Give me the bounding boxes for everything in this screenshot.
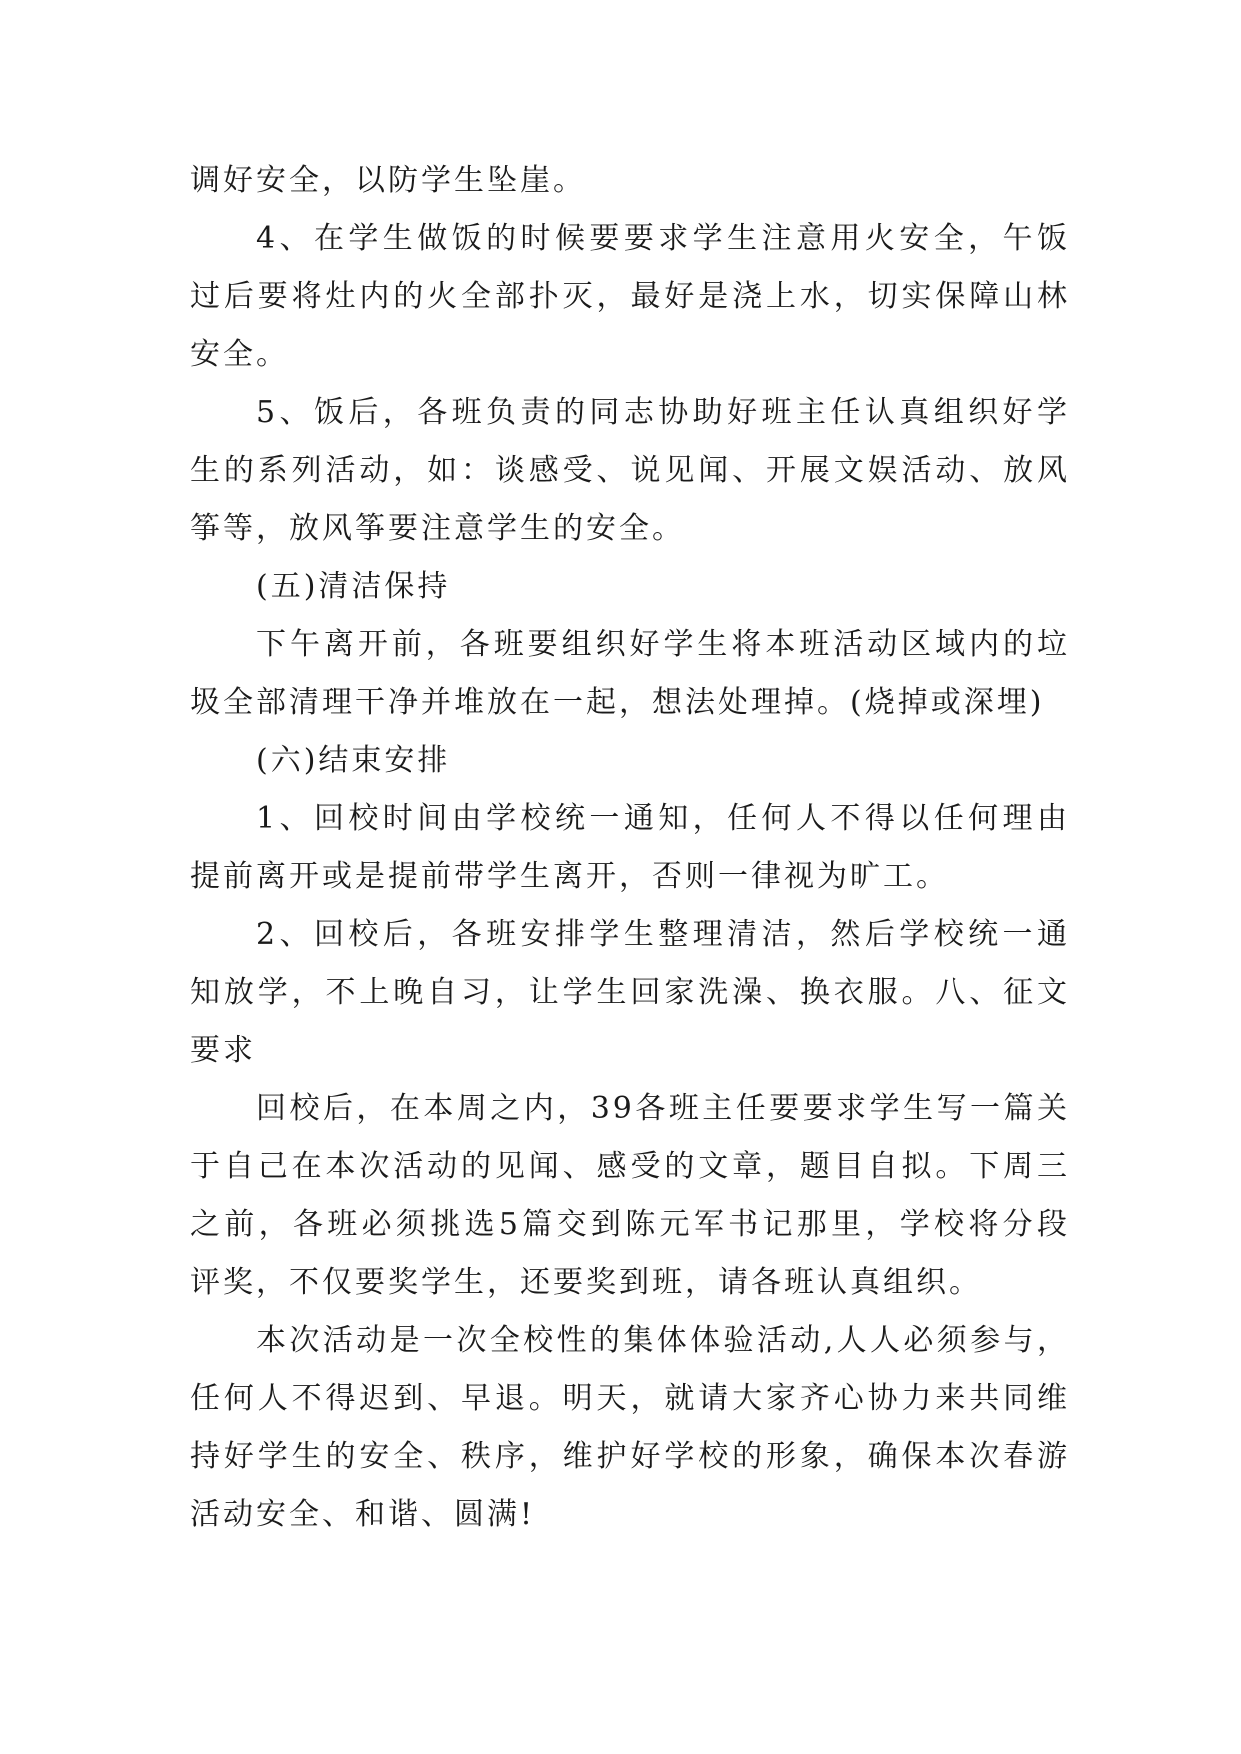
section-heading-ending: (六)结束安排 <box>256 743 451 778</box>
paragraph-ending-1: 1、回校时间由学校统一通知，任何人不得以任何理由提前离开或是提前带学生离开，否则一律视为旷工。 <box>190 801 1070 894</box>
paragraph-item-5: 5、饭后，各班负责的同志协助好班主任认真组织好学生的系列活动，如：谈感受、说见闻、开展文娱活动、放风筝等，放风筝要注意学生的安全。 <box>190 395 1070 546</box>
paragraph-cleaning: 下午离开前，各班要组织好学生将本班活动区域内的垃圾全部清理干净并堆放在一起，想法处理掉。(烧掉或深埋) <box>190 627 1070 720</box>
document-body <box>190 152 1070 1544</box>
paragraph-closing: 本次活动是一次全校性的集体体验活动,人人必须参与，任何人不得迟到、早退。明天，就请大家齐心协力来共同维持好学生的安全、秩序，维护好学校的形象，确保本次春游活动安全、和谐、圆满! <box>190 1323 1070 1532</box>
paragraph-item-4: 4、在学生做饭的时候要要求学生注意用火安全，午饭过后要将灶内的火全部扑灭，最好是浇上水，切实保障山林安全。 <box>190 221 1070 372</box>
paragraph-essay-requirements: 回校后，在本周之内，39各班主任要要求学生写一篇关于自己在本次活动的见闻、感受的文章，题目自拟。下周三之前，各班必须挑选5篇交到陈元军书记那里，学校将分段评奖，不仅要奖学生，还要奖到班，请各班认真组织。 <box>190 1091 1070 1300</box>
paragraph-continuation: 调好安全，以防学生坠崖。 <box>190 163 586 198</box>
paragraph-ending-2: 2、回校后，各班安排学生整理清洁，然后学校统一通知放学，不上晚自习，让学生回家洗澡、换衣服。八、征文要求 <box>190 917 1070 1068</box>
section-heading-cleaning: (五)清洁保持 <box>256 569 451 604</box>
